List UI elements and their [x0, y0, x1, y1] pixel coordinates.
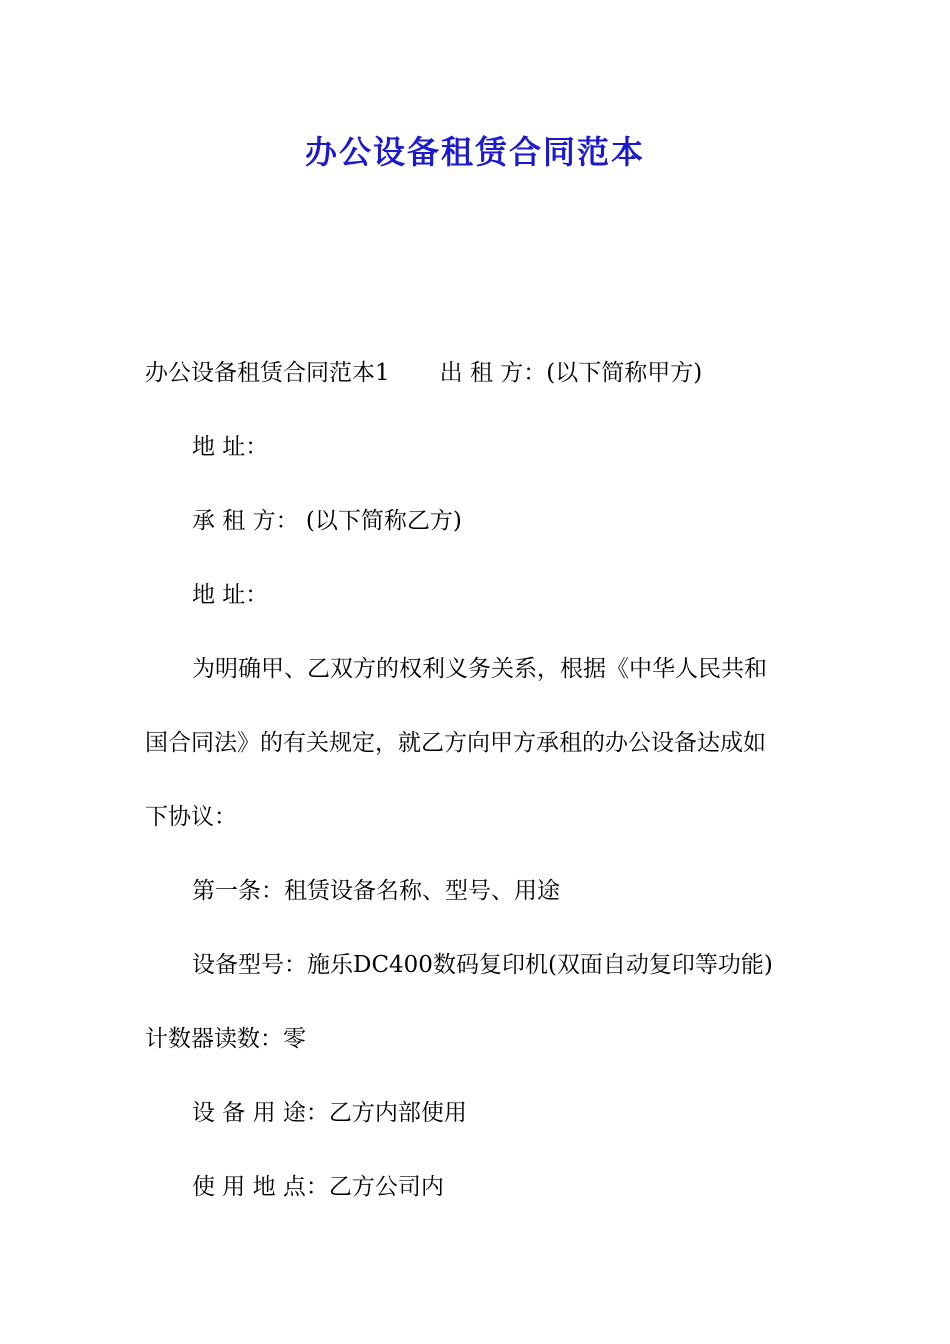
body-line-4: 地 址：	[192, 582, 269, 608]
lessor-line: 出 租 方：(以下简称甲方)	[439, 360, 703, 386]
body-line-12: 使 用 地 点：乙方公司内	[192, 1174, 444, 1200]
body-line-10: 计数器读数：零	[145, 1026, 306, 1052]
document-title: 办公设备租赁合同范本	[304, 133, 645, 171]
body-line-7: 下协议：	[145, 804, 237, 830]
body-line-5: 为明确甲、乙双方的权利义务关系，根据《中华人民共和	[192, 656, 767, 682]
body-line-1	[145, 336, 810, 410]
body-line-11: 设 备 用 途：乙方内部使用	[192, 1100, 467, 1126]
document-body	[145, 336, 810, 1224]
body-line-9: 设备型号：施乐DC400数码复印机(双面自动复印等功能)	[192, 952, 773, 978]
body-line-2: 地 址：	[192, 434, 269, 460]
body-line-3: 承 租 方： (以下简称乙方)	[192, 508, 462, 534]
body-line-8: 第一条：租赁设备名称、型号、用途	[192, 878, 560, 904]
body-line-6: 国合同法》的有关规定，就乙方向甲方承租的办公设备达成如	[145, 730, 766, 756]
section-heading: 办公设备租赁合同范本1	[145, 360, 390, 386]
